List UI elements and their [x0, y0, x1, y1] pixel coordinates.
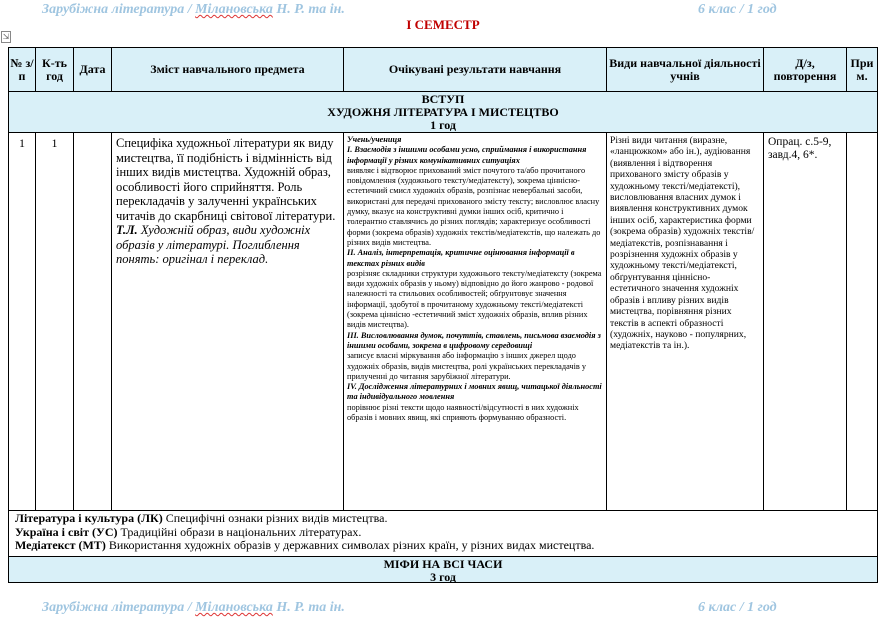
semester-title: І СЕМЕСТР — [406, 17, 480, 32]
col-header-results: Очікувані результати навчання — [344, 48, 607, 92]
row-results — [344, 133, 607, 511]
footer-course: Зарубіжна література / Мілановська Н. Р. та ін. — [42, 600, 345, 615]
section2-hours: 3 год — [430, 570, 456, 582]
content-main: Специфіка художньої літератури як виду мистецтва, її подібність і відмінність від інших видів мистецтва. Художній образ, особливості його сприйняття. Роль перекладачів у залученні українських читачів до скарбниці світової літератури. — [116, 136, 336, 223]
header-course: Зарубіжна література / Мілановська Н. Р. та ін. — [42, 2, 345, 17]
section-title: ВСТУП — [421, 92, 465, 106]
theory-text: Художній образ, види художніх образів у літературі. Поглиблення понять: оригінал і переклад. — [116, 223, 311, 266]
row-num: 1 — [9, 133, 36, 511]
section-heading — [9, 92, 877, 133]
theory-label: Т.Л. — [116, 223, 138, 237]
table-move-handle-icon[interactable]: ⇲ — [2, 32, 10, 41]
col-header-notes: При м. — [847, 48, 877, 92]
result-heading: ІІ. Аналіз, інтерпретація, критичне оцінювання інформації в текстах різних видів — [347, 248, 575, 268]
footer-grade: 6 клас / 1 год — [698, 600, 777, 615]
row-homework: Опрац. с.5-9, завд.4, 6*. — [764, 133, 847, 511]
result-heading: Учень/учениця — [347, 135, 402, 144]
row-date[interactable] — [74, 133, 112, 511]
col-header-content: Зміст навчального предмета — [112, 48, 344, 92]
result-heading: ІІІ. Висловлювання думок, почуттів, ставлень, письмова взаємодія з іншими особами, зокрема в цифровому середовищі — [347, 330, 601, 350]
result-paragraph: виявляє і відтворює прихований зміст почутого та/або прочитаного повідомлення (художнього тексту/медіатексту), зокрема ціннісно-естетичний смисл художніх образів, розпізнає невербальні засоби, використані для передачі прихованого змісту тексту; висловлює власну думку, вказує на конструктивні думки інших осіб, критично і толерантно ставлячись до різних поглядів; характеризує особливості форми (зокрема образів) художніх текстів/медіатекстів, що належать до різних видів мистецтва. — [347, 165, 601, 247]
col-header-date: Дата — [74, 48, 112, 92]
page-footer — [0, 598, 886, 618]
result-paragraph: записує власні міркування або інформацію з інших джерел щодо художніх образів, видів мистецтва, ролі українських перекладачів у прилученні до читання зарубіжної літератури. — [347, 351, 587, 381]
curriculum-table — [8, 47, 878, 583]
row-notes[interactable] — [847, 133, 877, 511]
col-header-homework: Д/з, повторення — [764, 48, 847, 92]
col-header-num: № з/п — [9, 48, 36, 92]
result-heading: І. Взаємодія з іншими особами усно, сприймання і використання інформації у різних комунікативних ситуаціях — [347, 145, 587, 165]
result-paragraph: розрізняє складники структури художнього тексту/медіатексту (зокрема види художніх образів у ньому) відповідно до його жанрово - родової належності та стильових особливостей; обґрунтовує значення інформації, здобутої в прочитаному художньому тексті/медіатексті (зокрема ціннісно -естетичний зміст художніх образів, вплив різних видів мистецтва). — [347, 268, 602, 330]
section-hours: 1 год — [430, 118, 456, 132]
row-activities: Різні види читання (виразне, «ланцюжком» або ін.), аудіювання (виявлення і відтворення прихованого змісту образів у художньому тексті/медіатексті), висловлювання власних думок і виявлення конструктивних думок інших осіб, характеристика форми (зокрема образів) художніх текстів/медіатекстів, розпізнавання і розрізнення художніх образів у художньому тексті/медіатексті, обґрунтування ціннісно-естетичного значення художніх образів і впливу різних видів мистецтва, порівняння різних текстів в аспекті образності (художніх, науково - популярних, медіатекстів та ін.). — [607, 133, 764, 511]
cross-line-lk: Література і культура (ЛК) Специфічні ознаки різних видів мистецтва. — [15, 511, 388, 525]
cross-line-mt: Медіатекст (МТ) Використання художніх образів у державних символах різних країн, у різних видах мистецтва. — [15, 538, 595, 552]
row-hours: 1 — [36, 133, 74, 511]
row-content — [112, 133, 344, 511]
result-paragraph: порівнює різні тексти щодо наявності/відсутності в них художніх образів і мовних явищ, які сприяють формуванню образності. — [347, 402, 579, 423]
section-subtitle: ХУДОЖНЯ ЛІТЕРАТУРА І МИСТЕЦТВО — [327, 105, 559, 119]
cross-cutting-lines — [9, 511, 877, 557]
section2-heading — [9, 557, 877, 582]
result-heading: IV. Дослідження літературних і мовних явищ, читацької діяльності та індивідуального мовлення — [347, 382, 602, 402]
header-grade: 6 клас / 1 год — [698, 2, 777, 17]
section2-title: МІФИ НА ВСІ ЧАСИ — [383, 557, 503, 571]
col-header-activities: Види навчальної діяльності учнів — [607, 48, 764, 92]
content-theory — [116, 223, 339, 267]
cross-line-us: Україна і світ (УС) Традиційні образи в національних літературах. — [15, 524, 362, 539]
col-header-hours: К-ть год — [36, 48, 74, 92]
